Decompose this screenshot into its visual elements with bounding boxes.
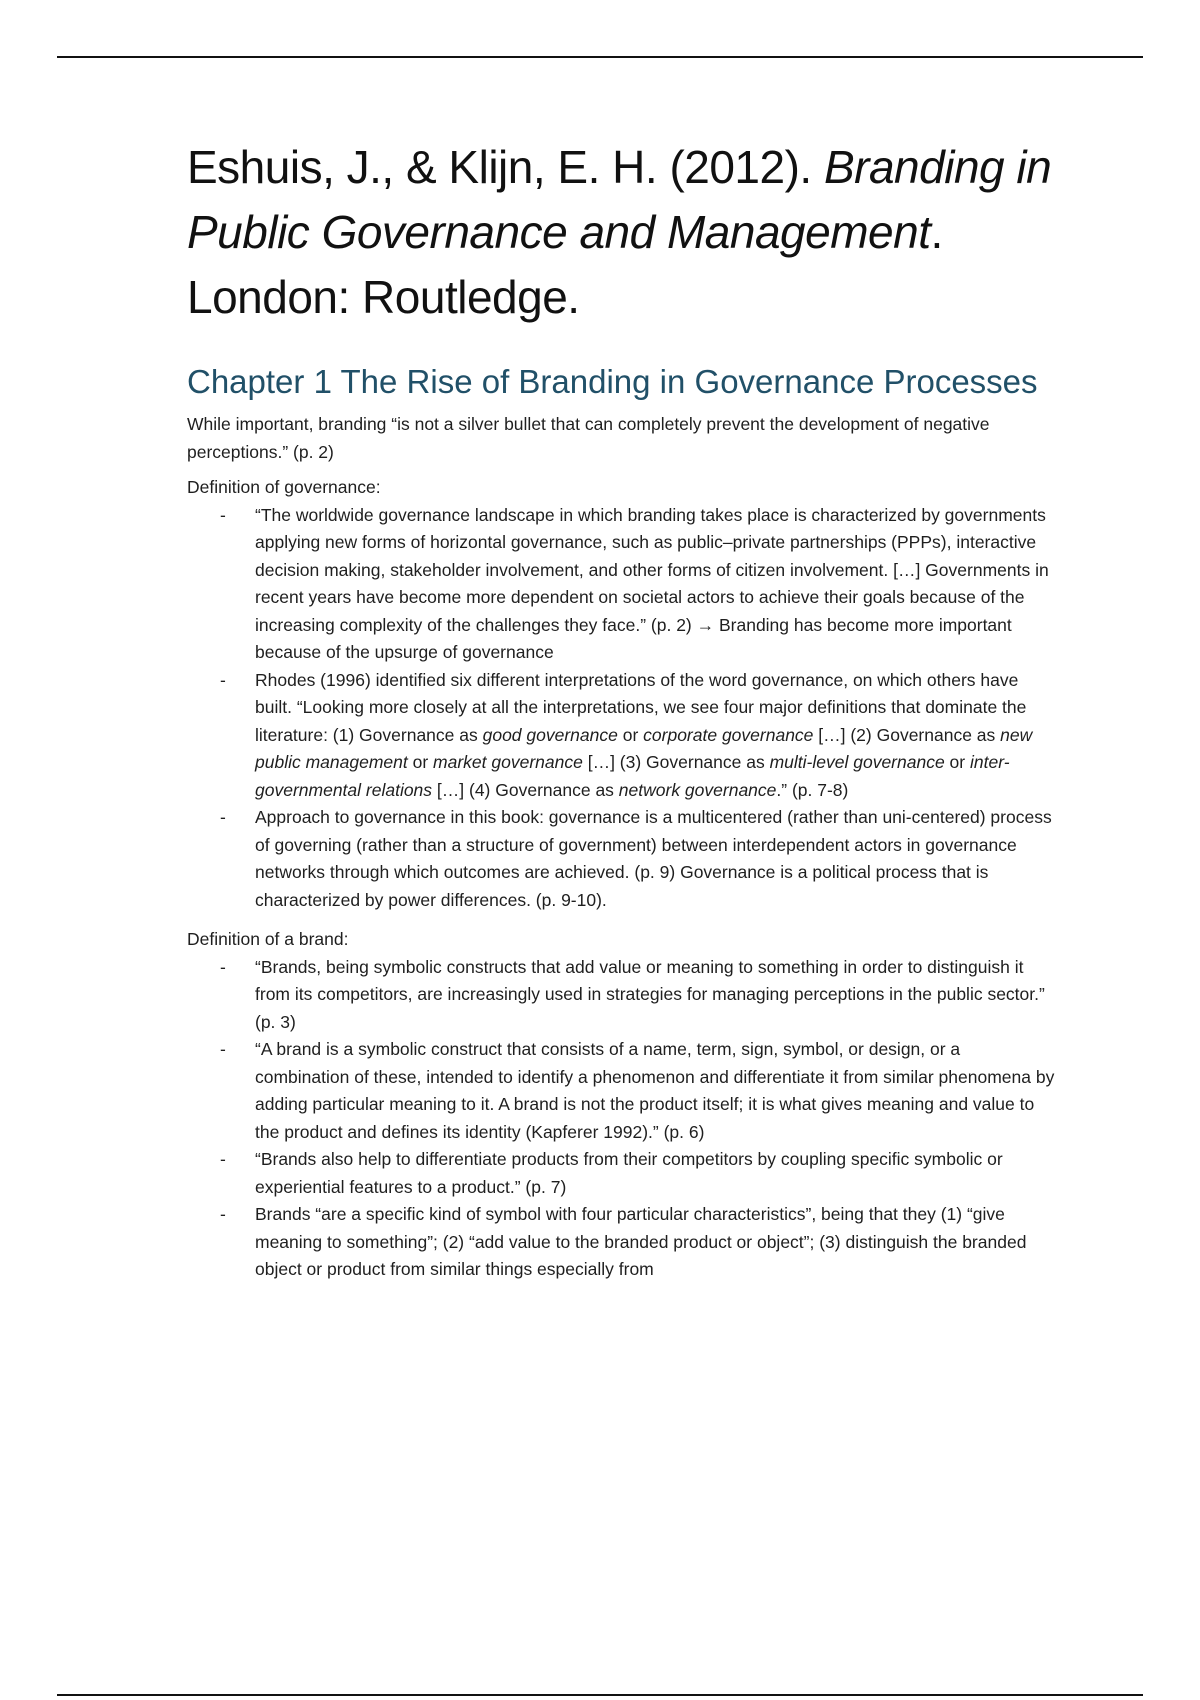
list-item xyxy=(187,1146,1057,1201)
dash-bullet: - xyxy=(220,1149,226,1169)
intro-paragraph: While important, branding “is not a silver bullet that can completely prevent the development of negative perceptions.” (p. 2) xyxy=(187,414,990,462)
emphasis-text: corporate governance xyxy=(643,724,814,745)
text-run: or xyxy=(407,752,434,772)
text-run: Rhodes (1996) identified six different interpretations of the word governance, on which others have built. “Looking more closely at all the interpretations, we see four major definitions that dominate the literature: (1) Governance as xyxy=(255,669,1027,745)
page-bottom-rule xyxy=(57,1694,1143,1696)
dash-bullet: - xyxy=(220,1039,226,1059)
chapter-heading: Chapter 1 The Rise of Branding in Governance Processes xyxy=(187,363,1038,400)
dash-bullet: - xyxy=(220,1204,226,1224)
list-item-text: “Brands, being symbolic constructs that add value or meaning to something in order to distinguish it from its competitors, are increasingly used in strategies for managing perceptions in the public sector.” (p. 3) xyxy=(255,956,1045,1032)
brand-definition-label: Definition of a brand: xyxy=(187,929,349,949)
list-item xyxy=(187,1201,1057,1284)
list-item xyxy=(187,804,1057,914)
page-top-rule xyxy=(57,56,1143,58)
list-item xyxy=(187,954,1057,1037)
citation-title-period: . xyxy=(930,206,943,258)
text-run: […] (4) Governance as xyxy=(432,779,619,800)
list-item-text xyxy=(255,670,1032,800)
emphasis-text: market governance xyxy=(433,752,583,772)
list-item-text: “A brand is a symbolic construct that consists of a name, term, sign, symbol, or design, or a combination of these, intended to identify a phenomenon and differentiate it from similar phenomena by adding particular meaning to it. A brand is not the product itself; it is what gives meaning and value to the product and defines its identity (Kapferer 1992).” (p. 6) xyxy=(255,1039,1055,1142)
dash-bullet: - xyxy=(220,669,226,690)
text-run: […] (2) Governance as xyxy=(813,724,1001,745)
citation-title xyxy=(187,135,1057,330)
emphasis-text: good governance xyxy=(482,724,618,745)
list-item xyxy=(187,502,1057,667)
citation-authors: Eshuis, J., & Klijn, E. H. (2012). xyxy=(187,141,812,193)
dash-bullet: - xyxy=(220,504,226,525)
governance-list xyxy=(187,502,1057,915)
text-run: .” (p. 7-8) xyxy=(776,779,849,800)
brand-list xyxy=(187,954,1057,1284)
document-body xyxy=(187,135,1057,1284)
dash-bullet: - xyxy=(220,807,226,827)
text-run: or xyxy=(944,752,970,772)
list-item-text: Brands “are a specific kind of symbol with four particular characteristics”, being that they (1) “give meaning to something”; (2) “add value to the branded product or object”; (3) distinguish the branded object or product from similar things especially from xyxy=(255,1204,1027,1279)
list-item-text: Approach to governance in this book: governance is a multicentered (rather than uni-centered) process of governing (rather than a structure of government) between interdependent actors in governance networks through which outcomes are achieved. (p. 9) Governance is a political process that is characterized by power differences. (p. 9-10). xyxy=(255,807,1052,910)
list-item-text: “Brands also help to differentiate products from their competitors by coupling specific symbolic or experiential features to a product.” (p. 7) xyxy=(255,1149,1003,1197)
emphasis-text: multi-level governance xyxy=(769,752,945,772)
dash-bullet: - xyxy=(220,956,226,977)
emphasis-text: network governance xyxy=(618,779,777,800)
emphasis-text: inter-governmental relations xyxy=(255,752,1010,800)
list-item xyxy=(187,667,1057,805)
emphasis-text: new public management xyxy=(255,724,1033,772)
text-run: […] (3) Governance as xyxy=(582,752,770,772)
text-run: or xyxy=(617,724,644,745)
list-item xyxy=(187,1036,1057,1146)
citation-publisher: London: Routledge. xyxy=(187,271,580,323)
citation-book-title: Branding in Public Governance and Management xyxy=(187,141,1052,258)
list-item-text: “The worldwide governance landscape in which branding takes place is characterized by governments applying new forms of horizontal governance, such as public–private partnerships (PPPs), interactive decision making, stakeholder involvement, and other forms of citizen involvement. […] Governments in recent years have become more dependent on societal actors to achieve their goals because of the increasing complexity of the challenges they face.” (p. 2) → Branding has become more important because of the upsurge of governance xyxy=(255,504,1049,662)
governance-definition-label: Definition of governance: xyxy=(187,477,381,497)
